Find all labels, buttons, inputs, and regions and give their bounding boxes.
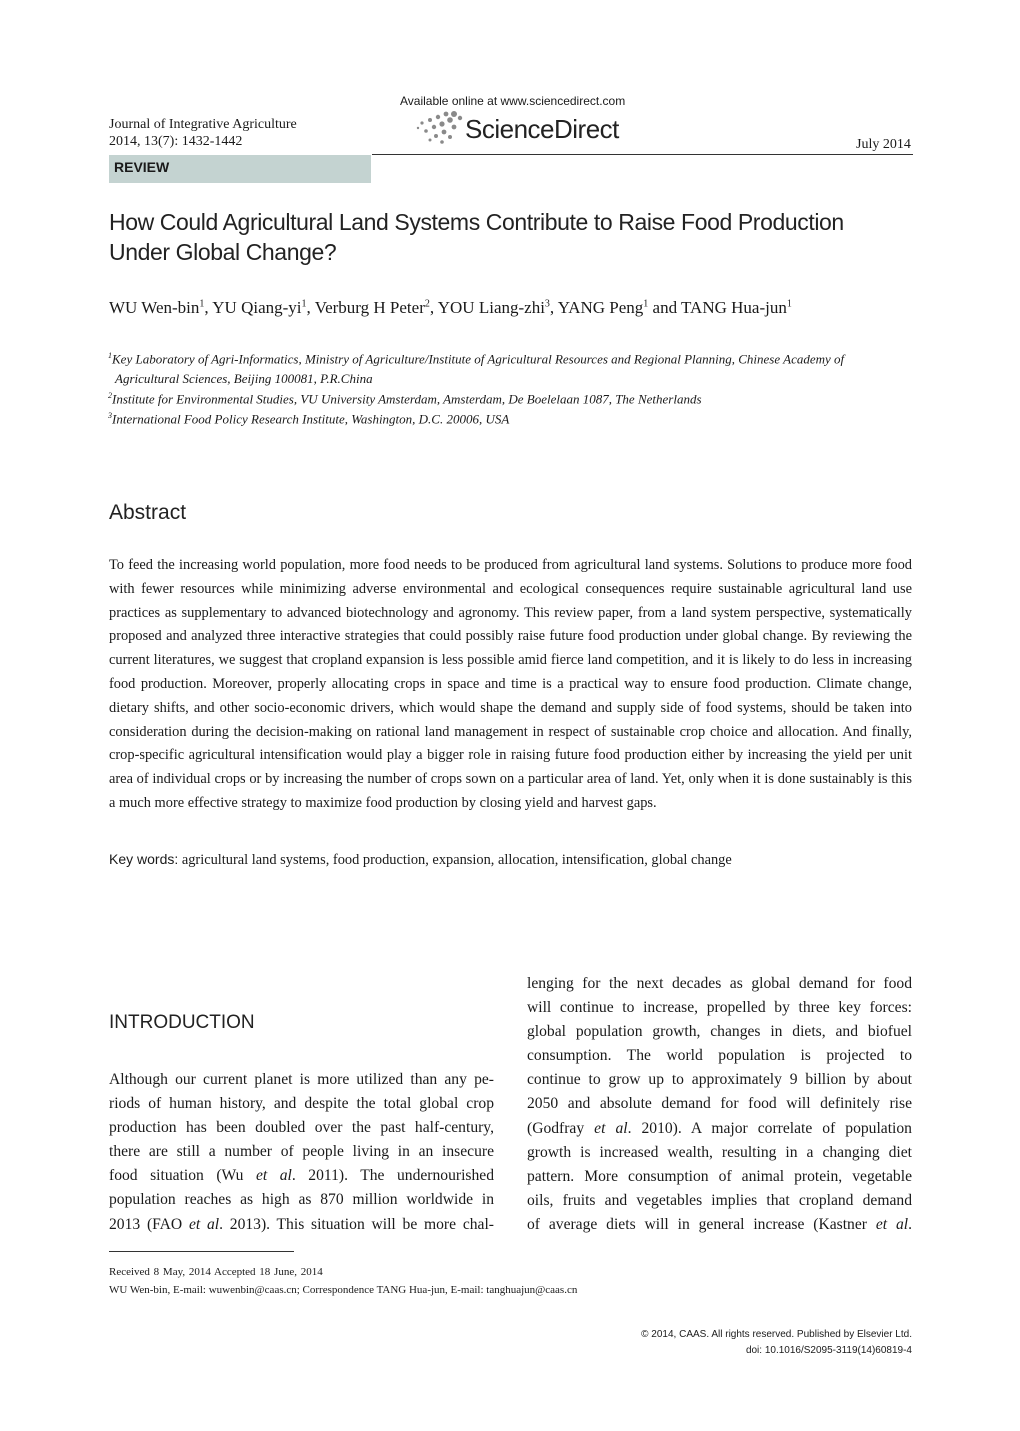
body-text-line: 2050 and absolute demand for food will definitely rise (527, 1095, 912, 1113)
body-text-line: continue to grow up to approximately 9 billion by about (527, 1071, 912, 1089)
affiliation-text: Agricultural Sciences, Beijing 100081, P.R.China (115, 371, 373, 387)
article-title-line: How Could Agricultural Land Systems Contribute to Raise Food Production (109, 209, 844, 235)
body-text-line: oils, fruits and vegetables implies that cropland demand (527, 1191, 912, 1209)
affiliation-number: 1 (108, 351, 112, 360)
available-online-note: Available online at www.sciencedirect.com (400, 94, 626, 108)
abstract-body: To feed the increasing world population, more food needs to be produced from agricultural land systems. Solutions to produce more food with fewer resources while minimizing adverse environmental and ecological consequences require sustainable agricultural land use practices as supplementary to advanced biotechnology and agronomy. This review paper, from a land system perspective, systematically proposed and analyzed three interactive strategies that could possibly raise future food production under global change. By reviewing the current literatures, we suggest that cropland expansion is less possible amid fierce land competition, and it is likely to do less in increasing food production. Moreover, properly allocating crops in space and time is a practical way to ensure food production. Climate change, dietary shifts, and other socio-economic drivers, which would shape the demand and supply side of food systems, should be taken into consideration during the decision-making on rational land management in respect of sustainable crop choice and allocation. And finally, crop-specific agricultural intensification would play a bigger role in raising future food production either by increasing the yield per unit area of individual crops or by increasing the number of crops sown on a particular area of land. Yet, only when it is done sustainably is this a much more effective strategy to maximize food production by closing yield and harvest gaps. (109, 557, 912, 811)
introduction-left-column (109, 1068, 494, 1237)
body-text-line (527, 1117, 912, 1141)
author-separator: , (549, 298, 558, 317)
keywords-label: Key words: (109, 851, 179, 867)
keywords-list: agricultural land systems, food production, expansion, allocation, intensification, global change (178, 852, 732, 868)
citation-etal: et al (188, 1215, 220, 1233)
body-text-segment: of average diets will in general increase (Kastner (527, 1215, 876, 1233)
author-separator: , (306, 298, 315, 317)
body-text-line (109, 1164, 494, 1188)
introduction-right-column (527, 972, 912, 1237)
author-name: YANG Peng (557, 298, 644, 317)
author-name: WU Wen-bin (109, 298, 200, 317)
citation-etal: et al (594, 1119, 628, 1137)
body-text-line: growth is increased wealth, resulting in a changing diet (527, 1143, 912, 1161)
author-name: Verburg H Peter (314, 298, 425, 317)
body-text-line: consumption. The world population is projected to (527, 1047, 912, 1065)
affiliation-text: Institute for Environmental Studies, VU University Amsterdam, Amsterdam, De Boelelaan 1087, The Netherlands (112, 391, 702, 407)
body-text-segment: food situation (Wu (109, 1167, 256, 1185)
author-affiliation-mark: 1 (301, 298, 307, 310)
body-text-segment: . 2013). This situation will be more chal- (219, 1215, 494, 1233)
author-name: YU Qiang-yi (212, 298, 302, 317)
body-text-segment: 2013 (FAO (109, 1215, 189, 1233)
body-text-line: pattern. More consumption of animal protein, vegetable (527, 1167, 912, 1185)
affiliation-text: International Food Policy Research Institute, Washington, D.C. 20006, USA (112, 411, 510, 427)
body-text-line: riods of human history, and despite the total global crop (109, 1095, 494, 1113)
body-text-segment: . 2010). A major correlate of population (627, 1119, 912, 1137)
sciencedirect-wordmark: ScienceDirect (465, 114, 619, 144)
received-accepted-dates: Received 8 May, 2014 Accepted 18 June, 2014 (109, 1266, 323, 1278)
article-title (109, 207, 929, 267)
body-text-line: Although our current planet is more utilized than any pe- (109, 1071, 494, 1088)
body-text-line: will continue to increase, propelled by three key forces: (527, 999, 912, 1017)
body-text-segment: . 2011). The undernourished (291, 1167, 494, 1185)
author-list (109, 298, 929, 318)
author-conjunction: and (648, 298, 682, 317)
footnote-divider (109, 1251, 294, 1252)
issue-date: July 2014 (856, 137, 911, 152)
journal-name: Journal of Integrative Agriculture (109, 117, 297, 132)
copyright-notice: © 2014, CAAS. All rights reserved. Published by Elsevier Ltd. (641, 1329, 912, 1340)
author-affiliation-mark: 1 (786, 298, 792, 310)
body-text-line: population reaches as high as 870 million worldwide in (109, 1191, 494, 1209)
body-text-segment: (Godfray (527, 1119, 595, 1137)
header-divider (372, 154, 913, 155)
affiliation-text: Key Laboratory of Agri-Informatics, Ministry of Agriculture/Institute of Agricultural Resources and Regional Planning, Chinese Academy of (112, 351, 845, 367)
journal-volume: 2014, 13(7): 1432-1442 (109, 134, 243, 149)
body-text-line: global population growth, changes in diets, and biofuel (527, 1023, 912, 1041)
doi: doi: 10.1016/S2095-3119(14)60819-4 (745, 1345, 912, 1356)
introduction-heading: INTRODUCTION (109, 1012, 255, 1033)
author-affiliation-mark: 1 (643, 298, 649, 310)
keywords (109, 851, 912, 869)
affiliation-number: 3 (108, 411, 112, 420)
article-type-label: REVIEW (114, 159, 170, 175)
affiliation-3 (108, 406, 914, 429)
affiliation-1 (108, 346, 914, 389)
abstract-heading: Abstract (109, 501, 187, 524)
body-text-line (527, 1213, 912, 1237)
author-affiliation-mark: 2 (424, 298, 430, 310)
correspondence-note: WU Wen-bin, E-mail: wuwenbin@caas.cn; Correspondence TANG Hua-jun, E-mail: tanghuajun@caas.cn (109, 1284, 578, 1296)
author-affiliation-mark: 1 (199, 298, 205, 310)
body-text-line (109, 1213, 494, 1237)
sciencedirect-logo-icon (414, 110, 466, 146)
author-name: YOU Liang-zhi (437, 298, 545, 317)
body-text-line: production has been doubled over the past half-century, (109, 1119, 494, 1137)
author-separator: , (429, 298, 438, 317)
body-text-line: lenging for the next decades as global demand for food (527, 975, 912, 992)
body-text-segment: . (908, 1215, 912, 1233)
citation-etal: et al (875, 1215, 909, 1233)
citation-etal: et al (255, 1167, 292, 1185)
author-separator: , (204, 298, 213, 317)
author-affiliation-mark: 3 (544, 298, 550, 310)
body-text-line: there are still a number of people living in an insecure (109, 1143, 494, 1161)
article-title-line: Under Global Change? (109, 239, 337, 265)
affiliation-number: 2 (108, 391, 112, 400)
author-name: TANG Hua-jun (681, 298, 787, 317)
